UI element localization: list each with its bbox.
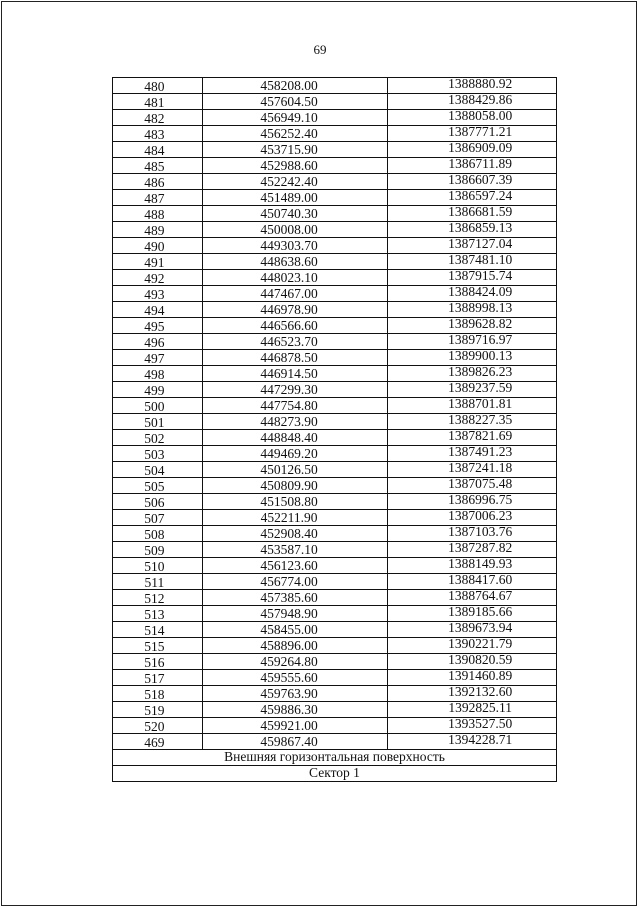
- y-coordinate-text: 1386711.89: [448, 156, 512, 171]
- x-coordinate-text: 456123.60: [260, 558, 318, 573]
- x-coordinate-text: 458455.00: [260, 622, 318, 637]
- y-coordinate-text: 1390221.79: [448, 636, 513, 651]
- point-number-text: 483: [144, 127, 165, 142]
- point-number-text: 490: [144, 239, 165, 254]
- point-number-text: 515: [144, 639, 165, 654]
- x-coordinate-cell: [202, 366, 388, 382]
- x-coordinate-text: 456949.10: [260, 110, 318, 125]
- x-coordinate-cell: [202, 510, 388, 526]
- point-number-text: 495: [144, 319, 165, 334]
- y-coordinate-text: 1386681.59: [448, 204, 513, 219]
- x-coordinate-cell: [202, 622, 388, 638]
- point-number-cell: [113, 718, 203, 734]
- x-coordinate-cell: [202, 670, 388, 686]
- x-coordinate-text: 450008.00: [260, 222, 318, 237]
- x-coordinate-text: 459921.00: [260, 718, 318, 733]
- x-coordinate-cell: [202, 174, 388, 190]
- y-coordinate-text: 1389900.13: [448, 348, 513, 363]
- subsection-title: Сектор 1: [309, 765, 360, 780]
- x-coordinate-cell: [202, 286, 388, 302]
- x-coordinate-cell: [202, 254, 388, 270]
- x-coordinate-cell: [202, 654, 388, 670]
- point-number-cell: [113, 302, 203, 318]
- y-coordinate-text: 1394228.71: [448, 732, 513, 747]
- point-number-text: 502: [144, 431, 165, 446]
- subsection-title-cell: [113, 766, 557, 782]
- x-coordinate-cell: [202, 398, 388, 414]
- y-coordinate-text: 1388764.67: [448, 588, 513, 603]
- x-coordinate-text: 453587.10: [260, 542, 318, 557]
- y-coordinate-text: 1387127.04: [448, 236, 513, 251]
- point-number-cell: [113, 382, 203, 398]
- y-coordinate-text: 1387481.10: [448, 252, 513, 267]
- y-coordinate-text: 1387821.69: [448, 428, 513, 443]
- point-number-text: 493: [144, 287, 165, 302]
- point-number-cell: [113, 510, 203, 526]
- point-number-text: 509: [144, 543, 165, 558]
- x-coordinate-text: 450740.30: [260, 206, 318, 221]
- y-coordinate-text: 1387491.23: [448, 444, 513, 459]
- point-number-text: 481: [144, 95, 165, 110]
- y-coordinate-text: 1387771.21: [448, 124, 513, 139]
- subsection-title-row: [113, 766, 557, 782]
- x-coordinate-text: 450809.90: [260, 478, 318, 493]
- point-number-text: 492: [144, 271, 165, 286]
- point-number-text: 497: [144, 351, 165, 366]
- x-coordinate-text: 457604.50: [260, 94, 318, 109]
- y-coordinate-text: 1389628.82: [448, 316, 513, 331]
- x-coordinate-cell: [202, 462, 388, 478]
- x-coordinate-cell: [202, 686, 388, 702]
- x-coordinate-text: 446978.90: [260, 302, 318, 317]
- x-coordinate-cell: [202, 430, 388, 446]
- point-number-text: 482: [144, 111, 165, 126]
- point-number-cell: [113, 526, 203, 542]
- x-coordinate-text: 448023.10: [260, 270, 318, 285]
- x-coordinate-cell: [202, 734, 388, 750]
- point-number-cell: [113, 270, 203, 286]
- point-number-text: 507: [144, 511, 165, 526]
- x-coordinate-text: 453715.90: [260, 142, 318, 157]
- point-number-cell: [113, 222, 203, 238]
- x-coordinate-cell: [202, 222, 388, 238]
- x-coordinate-text: 446523.70: [260, 334, 318, 349]
- x-coordinate-text: 446914.50: [260, 366, 318, 381]
- x-coordinate-cell: [202, 702, 388, 718]
- section-title: Внешняя горизонтальная поверхность: [224, 749, 445, 764]
- x-coordinate-text: 446878.50: [260, 350, 318, 365]
- x-coordinate-text: 452908.40: [260, 526, 318, 541]
- x-coordinate-text: 459264.80: [260, 654, 318, 669]
- x-coordinate-text: 456252.40: [260, 126, 318, 141]
- point-number-cell: [113, 174, 203, 190]
- point-number-cell: [113, 110, 203, 126]
- point-number-text: 500: [144, 399, 165, 414]
- x-coordinate-cell: [202, 78, 388, 94]
- point-number-text: 486: [144, 175, 165, 190]
- point-number-text: 517: [144, 671, 165, 686]
- x-coordinate-cell: [202, 478, 388, 494]
- x-coordinate-text: 456774.00: [260, 574, 318, 589]
- point-number-cell: [113, 446, 203, 462]
- x-coordinate-cell: [202, 350, 388, 366]
- x-coordinate-text: 449303.70: [260, 238, 318, 253]
- x-coordinate-cell: [202, 558, 388, 574]
- point-number-text: 487: [144, 191, 165, 206]
- x-coordinate-cell: [202, 126, 388, 142]
- x-coordinate-text: 451508.80: [260, 494, 318, 509]
- point-number-text: 511: [144, 575, 165, 590]
- x-coordinate-text: 449469.20: [260, 446, 318, 461]
- x-coordinate-text: 448273.90: [260, 414, 318, 429]
- x-coordinate-text: 459555.60: [260, 670, 318, 685]
- point-number-cell: [113, 94, 203, 110]
- point-number-cell: [113, 334, 203, 350]
- point-number-cell: [113, 158, 203, 174]
- point-number-cell: [113, 638, 203, 654]
- x-coordinate-cell: [202, 158, 388, 174]
- point-number-text: 508: [144, 527, 165, 542]
- x-coordinate-text: 450126.50: [260, 462, 318, 477]
- point-number-text: 516: [144, 655, 165, 670]
- section-rows: [113, 750, 557, 782]
- point-number-cell: [113, 478, 203, 494]
- x-coordinate-cell: [202, 590, 388, 606]
- y-coordinate-text: 1389237.59: [448, 380, 513, 395]
- x-coordinate-text: 447467.00: [260, 286, 318, 301]
- point-number-cell: [113, 318, 203, 334]
- point-number-text: 494: [144, 303, 165, 318]
- x-coordinate-text: 446566.60: [260, 318, 318, 333]
- x-coordinate-cell: [202, 494, 388, 510]
- point-number-cell: [113, 590, 203, 606]
- point-number-cell: [113, 366, 203, 382]
- point-number-cell: [113, 558, 203, 574]
- y-coordinate-text: 1387241.18: [448, 460, 513, 475]
- table-row: [113, 734, 557, 750]
- y-coordinate-text: 1388227.35: [448, 412, 513, 427]
- point-number-text: 513: [144, 607, 165, 622]
- x-coordinate-text: 458896.00: [260, 638, 318, 653]
- x-coordinate-text: 457948.90: [260, 606, 318, 621]
- point-number-text: 485: [144, 159, 165, 174]
- point-number-text: 469: [144, 735, 165, 750]
- y-coordinate-text: 1388424.09: [448, 284, 513, 299]
- x-coordinate-text: 452242.40: [260, 174, 318, 189]
- point-number-cell: [113, 702, 203, 718]
- y-coordinate-text: 1388417.60: [448, 572, 513, 587]
- y-coordinate-text: 1389185.66: [448, 604, 513, 619]
- point-number-text: 520: [144, 719, 165, 734]
- y-coordinate-text: 1392132.60: [448, 684, 513, 699]
- x-coordinate-text: 448848.40: [260, 430, 318, 445]
- point-number-text: 484: [144, 143, 165, 158]
- point-number-cell: [113, 734, 203, 750]
- point-number-cell: [113, 350, 203, 366]
- y-coordinate-text: 1388058.00: [448, 108, 513, 123]
- x-coordinate-text: 459867.40: [260, 734, 318, 749]
- y-coordinate-text: 1387915.74: [448, 268, 513, 283]
- y-coordinate-text: 1386859.13: [448, 220, 513, 235]
- point-number-text: 510: [144, 559, 165, 574]
- point-number-cell: [113, 414, 203, 430]
- point-number-cell: [113, 622, 203, 638]
- y-coordinate-cell: [388, 734, 557, 750]
- x-coordinate-cell: [202, 190, 388, 206]
- x-coordinate-text: 459886.30: [260, 702, 318, 717]
- point-number-text: 499: [144, 383, 165, 398]
- point-number-text: 512: [144, 591, 165, 606]
- point-number-cell: [113, 190, 203, 206]
- point-number-cell: [113, 78, 203, 94]
- x-coordinate-cell: [202, 414, 388, 430]
- point-number-cell: [113, 286, 203, 302]
- coordinates-table: [112, 77, 557, 782]
- y-coordinate-text: 1390820.59: [448, 652, 513, 667]
- x-coordinate-cell: [202, 206, 388, 222]
- x-coordinate-cell: [202, 718, 388, 734]
- y-coordinate-text: 1386607.39: [448, 172, 513, 187]
- x-coordinate-cell: [202, 318, 388, 334]
- x-coordinate-cell: [202, 110, 388, 126]
- point-number-text: 506: [144, 495, 165, 510]
- point-number-text: 514: [144, 623, 165, 638]
- x-coordinate-text: 447299.30: [260, 382, 318, 397]
- point-number-cell: [113, 542, 203, 558]
- y-coordinate-text: 1386909.09: [448, 140, 513, 155]
- x-coordinate-cell: [202, 382, 388, 398]
- section-title-row: [113, 750, 557, 766]
- y-coordinate-text: 1389826.23: [448, 364, 513, 379]
- x-coordinate-text: 458208.00: [260, 78, 318, 93]
- point-number-cell: [113, 254, 203, 270]
- point-number-text: 505: [144, 479, 165, 494]
- y-coordinate-text: 1387075.48: [448, 476, 513, 491]
- point-number-cell: [113, 206, 203, 222]
- y-coordinate-text: 1386597.24: [448, 188, 513, 203]
- x-coordinate-text: 459763.90: [260, 686, 318, 701]
- x-coordinate-text: 452211.90: [260, 510, 318, 525]
- point-number-cell: [113, 430, 203, 446]
- x-coordinate-cell: [202, 142, 388, 158]
- point-number-cell: [113, 126, 203, 142]
- y-coordinate-text: 1388149.93: [448, 556, 513, 571]
- x-coordinate-cell: [202, 94, 388, 110]
- x-coordinate-text: 451489.00: [260, 190, 318, 205]
- y-coordinate-text: 1389716.97: [448, 332, 513, 347]
- x-coordinate-text: 447754.80: [260, 398, 318, 413]
- y-coordinate-text: 1387006.23: [448, 508, 513, 523]
- y-coordinate-text: 1391460.89: [448, 668, 513, 683]
- x-coordinate-text: 452988.60: [260, 158, 318, 173]
- y-coordinate-text: 1388998.13: [448, 300, 513, 315]
- x-coordinate-cell: [202, 574, 388, 590]
- y-coordinate-text: 1388701.81: [448, 396, 513, 411]
- coordinates-table-body: [113, 78, 557, 750]
- point-number-text: 488: [144, 207, 165, 222]
- x-coordinate-cell: [202, 606, 388, 622]
- point-number-cell: [113, 606, 203, 622]
- x-coordinate-cell: [202, 446, 388, 462]
- y-coordinate-text: 1386996.75: [448, 492, 513, 507]
- page-number: 69: [313, 42, 327, 57]
- point-number-cell: [113, 142, 203, 158]
- point-number-text: 498: [144, 367, 165, 382]
- x-coordinate-cell: [202, 302, 388, 318]
- point-number-cell: [113, 398, 203, 414]
- y-coordinate-text: 1388880.92: [448, 76, 513, 91]
- y-coordinate-text: 1387287.82: [448, 540, 513, 555]
- y-coordinate-text: 1393527.50: [448, 716, 513, 731]
- x-coordinate-cell: [202, 270, 388, 286]
- y-coordinate-text: 1392825.11: [448, 700, 512, 715]
- x-coordinate-cell: [202, 526, 388, 542]
- y-coordinate-text: 1387103.76: [448, 524, 513, 539]
- point-number-text: 501: [144, 415, 165, 430]
- point-number-text: 489: [144, 223, 165, 238]
- point-number-cell: [113, 654, 203, 670]
- x-coordinate-cell: [202, 542, 388, 558]
- x-coordinate-cell: [202, 238, 388, 254]
- point-number-cell: [113, 462, 203, 478]
- point-number-text: 480: [144, 79, 165, 94]
- point-number-text: 504: [144, 463, 165, 478]
- point-number-cell: [113, 686, 203, 702]
- point-number-text: 518: [144, 687, 165, 702]
- x-coordinate-text: 457385.60: [260, 590, 318, 605]
- point-number-text: 503: [144, 447, 165, 462]
- x-coordinate-text: 448638.60: [260, 254, 318, 269]
- point-number-cell: [113, 574, 203, 590]
- point-number-text: 491: [144, 255, 165, 270]
- point-number-cell: [113, 670, 203, 686]
- point-number-cell: [113, 238, 203, 254]
- point-number-text: 519: [144, 703, 165, 718]
- point-number-text: 496: [144, 335, 165, 350]
- x-coordinate-cell: [202, 638, 388, 654]
- section-title-cell: [113, 750, 557, 766]
- y-coordinate-text: 1389673.94: [448, 620, 513, 635]
- point-number-cell: [113, 494, 203, 510]
- y-coordinate-text: 1388429.86: [448, 92, 513, 107]
- x-coordinate-cell: [202, 334, 388, 350]
